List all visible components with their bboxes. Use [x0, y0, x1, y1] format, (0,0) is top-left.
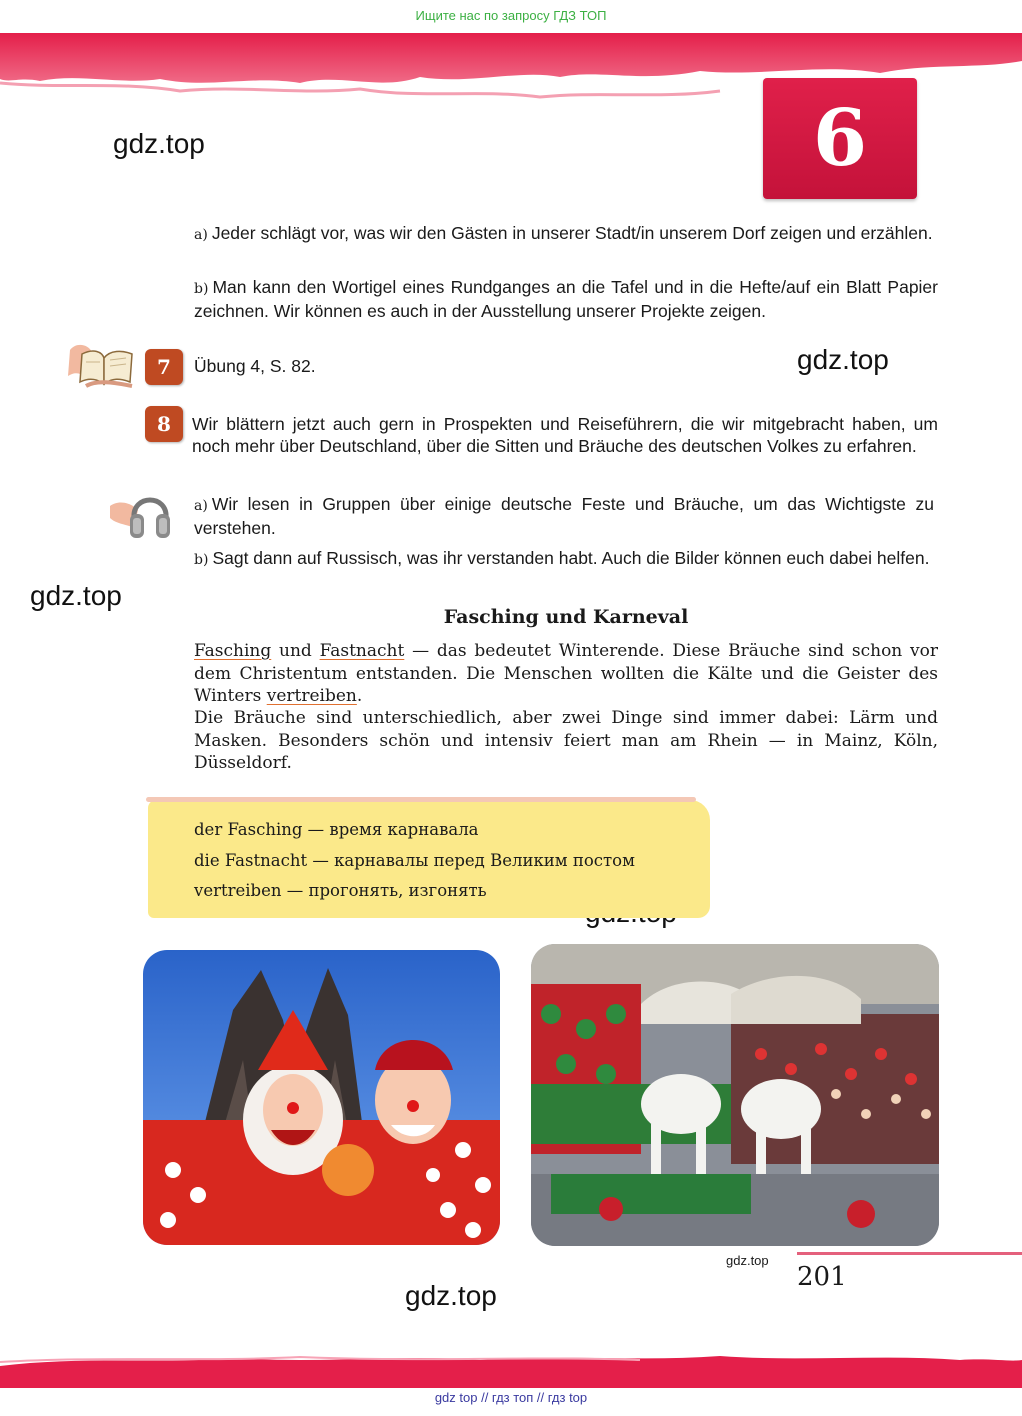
- task6-b-text: Man kann den Wortigel eines Rundganges an die Tafel und in die Hefte/auf ein Blatt Papier zeichnen. Wir können es auch in der Ausstellung unserer Projekte zeigen.: [194, 277, 938, 321]
- task6-a: [194, 222, 934, 246]
- open-book-icon: [66, 338, 138, 390]
- item-label: b): [194, 281, 209, 297]
- vocab-word-vertreiben: vertreiben: [266, 686, 357, 706]
- task6-b: [194, 276, 938, 322]
- page-number-rule: [797, 1252, 1022, 1255]
- watermark: gdz.top: [405, 1280, 497, 1311]
- task-number-badge: 8: [145, 406, 183, 442]
- reading-title: Fasching und Karneval: [443, 606, 689, 628]
- vocab-entry: der Fasching — время карнавала: [194, 820, 479, 839]
- reading-paragraph-1: [194, 640, 938, 708]
- photo-watermark: gdz.top: [726, 1253, 769, 1268]
- vocab-word-fastnacht: Fastnacht: [319, 641, 405, 661]
- carnival-cathedral-photo: [143, 950, 500, 1245]
- task6-a-text: Jeder schlägt vor, was wir den Gästen in unserer Stadt/in unserem Dorf zeigen und erzählen.: [211, 223, 933, 243]
- watermark: gdz.top: [30, 580, 122, 611]
- task8-b: [194, 547, 934, 571]
- page-number: 201: [797, 1262, 847, 1292]
- item-label: b): [194, 552, 209, 568]
- vocab-word-fasching: Fasching: [194, 641, 272, 661]
- vocab-top-stroke: [146, 797, 696, 802]
- task8-a-text: Wir lesen in Gruppen über einige deutsche Feste und Bräuche, um das Wichtigste zu verstehen.: [194, 494, 934, 538]
- task8-intro: Wir blättern jetzt auch gern in Prospekten und Reiseführern, die wir mitgebracht haben, um noch mehr über Deutschland, über die Sitten und Bräuche des deutschen Volkes zu erfahren.: [192, 414, 938, 456]
- vocab-entry: vertreiben — прогонять, изгонять: [194, 881, 487, 900]
- reading-paragraph-2: Die Bräuche sind unterschiedlich, aber zwei Dinge sind immer dabei: Lärm und Masken. Besonders schön und intensiv feiert man am Rhein — in Mainz, Köln, Düsseldorf.: [194, 708, 938, 773]
- text-run: — das bedeutet Winterende. Diese Bräuche sind schon vor dem Christentum entstanden. Die Menschen wollten die Kälte und die Geister des Winters: [194, 641, 938, 706]
- vocab-entry: die Fastnacht — карнавалы перед Великим постом: [194, 851, 635, 870]
- task-number-badge: 7: [145, 349, 183, 385]
- carnival-parade-photo: [531, 944, 939, 1246]
- task7-text: Übung 4, S. 82.: [194, 356, 316, 376]
- task8-a: [194, 493, 934, 539]
- top-search-note: Ищите нас по запросу ГДЗ ТОП: [415, 8, 607, 23]
- bottom-note: gdz top // гдз топ // гдз top: [434, 1390, 588, 1405]
- watermark: gdz.top: [797, 344, 889, 375]
- watermark: gdz.top: [113, 128, 205, 159]
- headphones-icon: [108, 488, 174, 542]
- item-label: a): [194, 498, 208, 514]
- text-run: .: [356, 686, 363, 706]
- task8-b-text: Sagt dann auf Russisch, was ihr verstanden habt. Auch die Bilder können euch dabei helfen.: [212, 548, 930, 568]
- bottom-red-banner: [0, 1352, 1022, 1388]
- item-label: a): [194, 227, 208, 243]
- chapter-number-box: [763, 78, 917, 199]
- chapter-number: 6: [812, 93, 868, 184]
- text-run: und: [271, 641, 320, 661]
